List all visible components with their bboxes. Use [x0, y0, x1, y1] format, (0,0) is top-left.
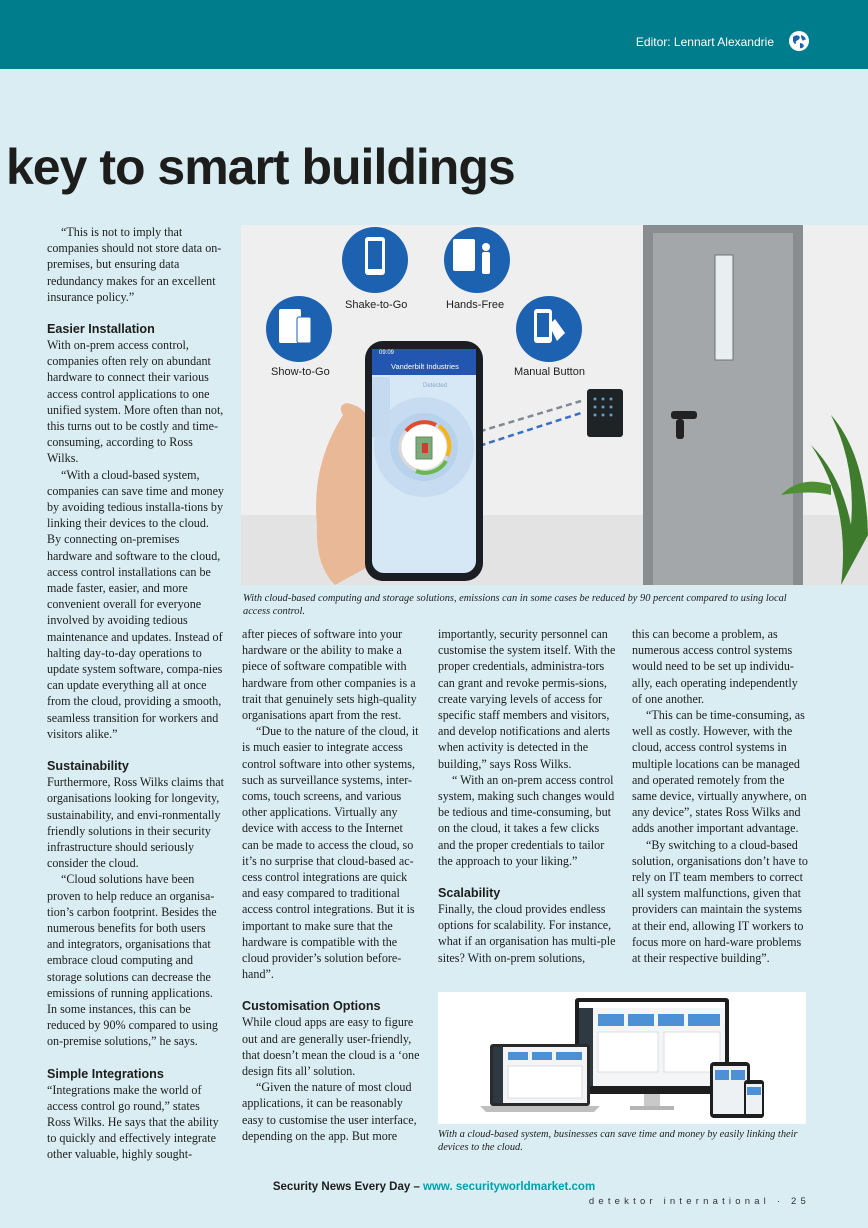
paragraph: “Cloud solutions have been proven to help reduce an organisa-tion’s carbon footprint. Besides the numerous benefits for both users and integrators, organisations that embrace cloud computing and storage solutions can decrease the emissions of running applications. In some instances, this can be reduced by 90% compared to using on-premise solutions,” he says. [47, 872, 218, 1049]
paragraph: “By switching to a cloud-based solution, organisations don’t have to rely on IT team members to correct all system malfunctions, given that providers can maintain the systems at their end, allowing IT workers to focus more on hard-ware problems at their respective building”. [632, 837, 808, 966]
phone-status: Detected [423, 383, 448, 389]
paragraph: importantly, security personnel can customise the system itself. With the proper credentials, administra-tors can grant and revoke permis-sions, create varying levels of access for specific staff members and visitors, and develop notifications and alerts when activity is detected in the building,” says Ross Wilks. [438, 627, 616, 771]
label-show-to-go: Show-to-Go [271, 366, 330, 378]
globe-icon [788, 30, 810, 52]
paragraph: “Integrations make the world of access control go round,” states Ross Wilks. He says that the ability to quickly and effectively integrate other valuable, highly sought- [47, 1082, 219, 1162]
paragraph: While cloud apps are easy to figure out and are generally user-friendly, that doesn’t mean the cloud is a ‘one design fits all’ solution. [242, 1015, 420, 1079]
label-manual-button: Manual Button [514, 366, 585, 378]
column-1 [47, 224, 224, 1163]
paragraph: “ With an on-prem access control system, making such changes would be tedious and time-consuming, but on the cloud, it takes a few clicks and the proper credentials to tailor the approach to your liking.” [438, 772, 615, 868]
paragraph: “This can be time-consuming, as well as costly. However, with the cloud, access control systems in multiple locations can be managed and operated remotely from the same device, virtually anywhere, on any device”, states Ross Wilks and adds another important advantage. [632, 708, 807, 836]
paragraph: “With a cloud-based system, companies can save time and money by avoiding tedious installa-tions by linking their devices to the cloud. By connecting on-premises hardware and software to the cloud, access control installations can be made faster, easier, and more convenient overall for everyone involved by avoiding tedious maintenance and updates. Instead of halting day-to-day operations to update system software, compa-nies can update everything all at once from the cloud, providing a smooth, seamless transition for workers and visitors alike.” [47, 467, 224, 741]
paragraph: this can become a problem, as numerous access control systems would need to be set up individu-ally, each operating independently of one another. [632, 627, 798, 706]
paragraph: Finally, the cloud provides endless options for scalability. For instance, what if an organisation has multi-ple sites? With on-prem solutions, [438, 902, 616, 965]
editor-credit: Editor: Lennart Alexandrie [635, 35, 774, 49]
subheading-scalability: Scalability [438, 886, 501, 901]
footer-tagline-text: Security News Every Day – [272, 1181, 424, 1193]
paragraph: Furthermore, Ross Wilks claims that organisations looking for longevity, sustainability, and envi-ronmentally friendly solutions in their security infrastructure should seriously consider the cloud. [47, 775, 224, 871]
access-control-illustration [241, 225, 868, 585]
page-header [0, 0, 868, 69]
caption-devices-photo: With a cloud-based system, businesses can save time and money by easily linking their devices to the cloud. [438, 1129, 798, 1153]
label-shake-to-go: Shake-to-Go [345, 299, 408, 311]
column-3 [438, 626, 616, 966]
subheading-simple-integrations: Simple Integrations [47, 1066, 164, 1081]
headline: key to smart buildings [6, 139, 515, 195]
paragraph: “Given the nature of most cloud applications, it can be reasonably easy to customise the user interface, depending on the app. But more [242, 1080, 417, 1143]
illustration-graphic [241, 225, 868, 585]
page-number-footer: detektor international · 25 [588, 1196, 810, 1207]
phone-time: 09:09 [379, 350, 395, 356]
label-hands-free: Hands-Free [446, 299, 505, 311]
paragraph: after pieces of software into your hardware or the ability to make a piece of software compatible with hardware from other companies is a trait that genuinely sets high-quality organisations apart from the rest. [242, 627, 417, 723]
devices-photo [438, 992, 806, 1124]
subheading-sustainability: Sustainability [47, 759, 129, 774]
devices-graphic [438, 992, 806, 1124]
column-2 [242, 626, 420, 1144]
paragraph: “Due to the nature of the cloud, it is much easier to integrate access control software into other systems, such as surveillance systems, inter-coms, touch screens, and various other applications. Virtually any device with access to the Internet can be made to access the cloud, so it’s no surprise that cloud-based ac-cess control integrations are quick and easy compared to traditional access control integrations. But it is important to make sure that the hardware is compatible with the cloud provider’s solution before-hand”. [242, 724, 419, 982]
phone-app-title: Vanderbilt Industries [391, 362, 459, 371]
footer-url-link[interactable]: www. securityworldmarket.com [423, 1181, 596, 1193]
paragraph: “This is not to imply that companies should not store data on-premises, but ensuring data redundancy makes for an excellent insurance policy.” [47, 225, 222, 304]
caption-main-photo: With cloud-based computing and storage solutions, emissions can in some cases be reduced by 90 percent compared to using local access control. [243, 593, 787, 617]
column-4 [632, 626, 810, 966]
footer-tagline [0, 1181, 868, 1193]
subheading-customisation-options: Customisation Options [242, 999, 381, 1014]
subheading-easier-installation: Easier Installation [47, 322, 155, 337]
paragraph: With on-prem access control, companies often rely on abundant hardware to connect their various access control applications to one unified system. More often than not, this turns out to be costly and time-consuming, according to Ross Wilks. [47, 338, 224, 466]
